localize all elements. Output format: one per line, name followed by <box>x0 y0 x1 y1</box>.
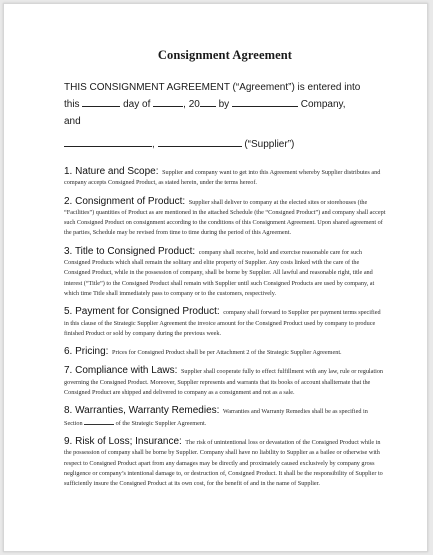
section-heading: 7. Compliance with Laws: <box>64 365 178 377</box>
section-nature-scope <box>64 167 386 189</box>
section-risk-insurance <box>64 437 386 489</box>
document-title: Consignment Agreement <box>157 48 293 62</box>
section-body: company shall forward to Supplier per payment terms specified in this clause of the Strategic Supplier Agreement the invoice amount for the Consigned Product used by company to produce finished Product or sold by company during the previous week. <box>64 309 381 337</box>
section-compliance <box>64 366 386 398</box>
month-blank[interactable] <box>153 96 183 107</box>
section-heading: 1. Nature and Scope: <box>64 166 159 177</box>
intro-line-3: and <box>64 116 81 127</box>
intro-line-2 <box>64 96 386 113</box>
intro-paragraph <box>64 79 386 153</box>
section-body: Prices for Consigned Product shall be per Attachment 2 of the Strategic Supplier Agreement. <box>112 349 342 357</box>
intro-by: by <box>218 99 230 110</box>
document-page <box>3 3 428 552</box>
section-payment <box>64 307 386 339</box>
document-content <box>64 48 386 497</box>
company-name-blank[interactable] <box>232 96 298 107</box>
section-body: The risk of unintentional loss or devastation of the Consigned Product while in the possession of company shall be borne by Supplier. Company shall have no liability to Supplier as a bailee or otherwise with respect to Consigned Product apart from any damages may be directly and proximately caused exclusively by company gross negligence or company’s intentional damage to, or destruction of, Consigned Product. It shall be the responsibility of Supplier to sufficiently insure the Consigned Product at its own cost, for the benefit of and in the name of Supplier. <box>64 438 383 488</box>
section-heading: 5. Payment for Consigned Product: <box>64 306 220 318</box>
section-heading: 6. Pricing: <box>64 346 109 358</box>
section-warranties <box>64 406 386 429</box>
section-body: company shall receive, hold and exercise reasonable care for such Consigned Products which shall remain the solitary and elite property of Supplier. Any costs linked with the care of the Consigned Product, while in the possession of company, shall be borne by Supplier. All lawful and reasonable right, title and interest (“Title”) to the Consigned Product shall remain with Supplier until such Consigned Products are used by company, at which time Title shall immediately pass to company or to the customers, respectively. <box>64 248 375 297</box>
intro-year-prefix: , 20 <box>183 99 200 110</box>
section-heading: 3. Title to Consigned Product: <box>64 245 196 257</box>
supplier-name-blank[interactable] <box>64 136 152 147</box>
section-title-to-product <box>64 247 386 299</box>
sections-list <box>64 167 386 489</box>
section-consignment-of-product <box>64 197 386 239</box>
year-blank[interactable] <box>200 96 216 107</box>
section-body: Supplier shall deliver to company at the elected sites or storehouses (the “Facilities”) quantities of Product as are mentioned in the attached Schedule (the “Consigned Product”) and company shall accept such Consigned Product on consignment according to the conditions of this Consignment Agreement. Upon shared agreement of the parties, Schedule may be revised from time to time during the period of this Agreement. <box>64 198 386 237</box>
intro-company: Company, <box>300 99 346 110</box>
supplier-label: (“Supplier”) <box>244 139 295 150</box>
supplier-comma: , <box>152 139 155 150</box>
section-body-pre: Warranties and Warranty Remedies shall be as specified in Section <box>64 408 368 427</box>
intro-line-1: THIS CONSIGNMENT AGREEMENT (“Agreement”) is entered into <box>64 82 361 93</box>
supplier-address-blank[interactable] <box>158 136 242 147</box>
supplier-line <box>64 136 386 153</box>
section-body: Supplier and company want to get into this Agreement whereby Supplier distributes and company accepts Consigned Product, as stated herein, under the terms hereof. <box>64 169 381 187</box>
day-blank[interactable] <box>82 96 120 107</box>
intro-this: this <box>64 99 80 110</box>
section-number-blank[interactable] <box>84 418 114 425</box>
section-pricing <box>64 347 386 358</box>
section-heading: 9. Risk of Loss; Insurance: <box>64 435 182 447</box>
section-heading: 8. Warranties, Warranty Remedies: <box>64 405 220 417</box>
section-body: Supplier shall cooperate fully to effect fulfillment with any law, rule or regulation governing the Consigned Product. Moreover, Supplier represents and warrants that its books of account shallternate that the Consigned Product are shipped and delivered to company as a consignment and not as a sale. <box>64 368 384 397</box>
section-body-post: of the Strategic Supplier Agreement. <box>115 419 207 427</box>
section-heading: 2. Consignment of Product: <box>64 195 186 207</box>
intro-day-of: day of <box>123 99 151 110</box>
